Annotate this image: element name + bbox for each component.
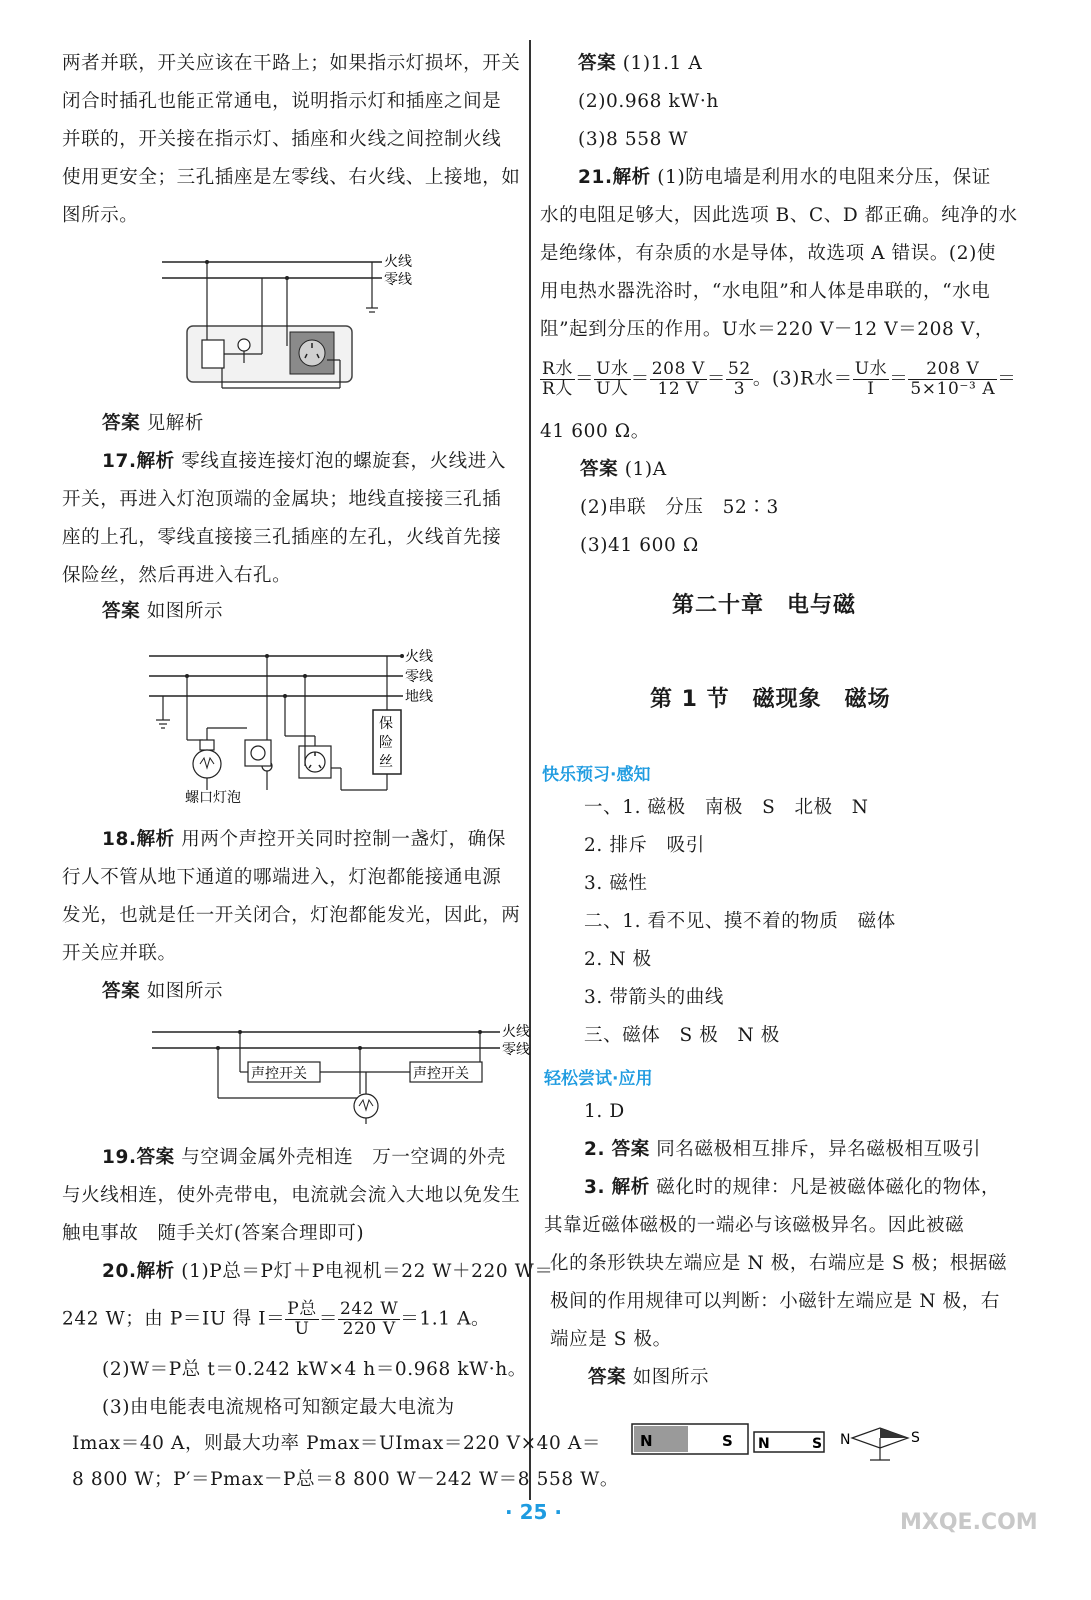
fig17-ground-label: 地线: [405, 689, 433, 705]
fig16-live-label: 火线: [384, 254, 412, 270]
fig17-live-label: 火线: [405, 649, 433, 665]
figure-16-circuit: [162, 248, 442, 398]
iron-s-label: S: [812, 1436, 823, 1452]
fig18-neutral-label: 零线: [502, 1042, 530, 1058]
needle-n-label: N: [840, 1432, 851, 1448]
preview-heading: 快乐预习·感知: [542, 765, 651, 785]
figure-18-circuit: [140, 1020, 540, 1130]
page-number: · 25 ·: [505, 1500, 562, 1524]
fig16-neutral-label: 零线: [384, 272, 412, 288]
figure-magnet: [630, 1418, 930, 1468]
q20-answer: 答案 (1)1.1 A: [578, 53, 703, 74]
q17-text-line: 保险丝，然后再进入右孔。: [62, 565, 292, 586]
q17-text-line: 座的上孔，零线直接接三孔插座的左孔，火线首先接: [62, 527, 502, 548]
q16-text-line: 并联的，开关接在指示灯、插座和火线之间控制火线: [62, 129, 502, 150]
q19-answer: 19.答案 与空调金属外壳相连 万一空调的外壳: [102, 1147, 506, 1168]
try-text-line: 极间的作用规律可以判断：小磁针左端应是 N 极，右: [550, 1291, 1000, 1312]
try-item: 1. D: [584, 1101, 625, 1122]
fraction: U水 I: [854, 359, 888, 399]
fraction: $\frac{208 V}{12 V}$: [651, 359, 705, 399]
needle-s-label: S: [911, 1430, 920, 1446]
q16-answer: 答案 见解析: [102, 413, 204, 434]
try-text-line: 其靠近磁体磁极的一端必与该磁极异名。因此被磁: [544, 1215, 965, 1236]
fraction: R水 R人: [542, 359, 573, 399]
fig18-switch-label: 声控开关: [251, 1066, 307, 1082]
try-heading: 轻松尝试·应用: [544, 1069, 653, 1089]
q21-text-line: 41 600 Ω。: [540, 421, 650, 442]
q21-formula-line: R水 R人 ＝ U水 U人 ＝ $\frac{208 V}{12 V}$ ＝ $\frac{52}{3}$ 。(3)R水＝ U水 I ＝ $\frac{208 V}{\text{5×10⁻³ A}}$ ＝: [542, 359, 1017, 399]
q18-text-line: 发光，也就是任一开关闭合，灯泡都能发光，因此，两: [62, 905, 521, 926]
q19-text-line: 与火线相连，使外壳带电，电流就会流入大地以免发生: [62, 1185, 521, 1206]
try-item: 3. 解析 磁化时的规律：凡是被磁体磁化的物体，: [584, 1177, 1001, 1198]
try-text-line: 化的条形铁块左端应是 N 极，右端应是 S 极；根据磁: [550, 1253, 1008, 1274]
fig17-bulb-label: 螺口灯泡: [185, 790, 241, 806]
magnet-s-label: S: [722, 1432, 733, 1450]
fig17-neutral-label: 零线: [405, 669, 433, 685]
watermark: MXQE.COM: [900, 1510, 1038, 1535]
q16-text-line: 图所示。: [62, 205, 139, 226]
chapter-title: 第二十章 电与磁: [672, 593, 857, 618]
q20-answer-line: (2)0.968 kW·h: [578, 91, 719, 112]
fraction: P总 U: [287, 1299, 317, 1339]
q21-text-line: 是绝缘体，有杂质的水是导体，故选项 A 错误。(2)使: [540, 243, 997, 264]
q20-text-line: Imax＝40 A，则最大功率 Pmax＝UImax＝220 V×40 A＝: [72, 1433, 601, 1454]
q16-text-line: 使用更安全；三孔插座是左零线、右火线、上接地，如: [62, 167, 521, 188]
fraction: U水 U人: [596, 359, 629, 399]
q18-analysis: 18.解析 用两个声控开关同时控制一盏灯，确保: [102, 829, 506, 850]
preview-item: 一、1. 磁极 南极 S 北极 N: [584, 797, 869, 818]
q20-analysis: 20.解析 (1)P总＝P灯＋P电视机＝22 W＋220 W＝: [102, 1261, 554, 1282]
fig17-fuse-label: 险: [379, 735, 393, 751]
q20-formula-line: 242 W；由 P＝IU 得 I＝ P总 U ＝ $\frac{242 W}{220 V}$ ＝1.1 A。: [62, 1299, 491, 1339]
q18-text-line: 开关应并联。: [62, 943, 177, 964]
preview-item: 2. 排斥 吸引: [584, 835, 705, 856]
fraction: $\frac{242 W}{220 V}$: [339, 1299, 399, 1339]
q18-answer: 答案 如图所示: [102, 981, 224, 1002]
preview-item: 二、1. 看不见、摸不着的物质 磁体: [584, 911, 896, 932]
preview-item: 3. 磁性: [584, 873, 648, 894]
fraction: $\frac{208 V}{\text{5×10⁻³ A}}$: [910, 359, 996, 399]
q21-text-line: 阻”起到分压的作用。U水＝220 V－12 V＝208 V，: [540, 319, 994, 340]
fig17-fuse-label: 丝: [379, 754, 393, 770]
q17-answer: 答案 如图所示: [102, 601, 224, 622]
fraction: $\frac{52}{3}$: [728, 359, 751, 399]
q21-text-line: 用电热水器洗浴时，“水电阻”和人体是串联的，“水电: [540, 281, 991, 302]
q20-text-line: 8 800 W；P′＝Pmax－P总＝8 800 W－242 W＝8 558 W。: [72, 1469, 619, 1490]
preview-item: 3. 带箭头的曲线: [584, 987, 724, 1008]
q16-text-line: 两者并联，开关应该在干路上；如果指示灯损坏，开关: [62, 53, 521, 74]
q17-text-line: 开关，再进入灯泡顶端的金属块；地线直接接三孔插: [62, 489, 502, 510]
try-item: 2. 答案 同名磁极相互排斥，异名磁极相互吸引: [584, 1139, 981, 1160]
q21-answer-line: (2)串联 分压 52∶3: [580, 497, 779, 518]
iron-n-label: N: [758, 1436, 770, 1452]
try-text-line: 端应是 S 极。: [550, 1329, 672, 1350]
q21-answer: 答案 (1)A: [580, 459, 667, 480]
section-title: 第 1 节 磁现象 磁场: [650, 687, 891, 712]
figure-17-circuit: [147, 640, 467, 810]
preview-item: 2. N 极: [584, 949, 652, 970]
q20-answer-line: (3)8 558 W: [578, 129, 689, 150]
q16-text-line: 闭合时插孔也能正常通电，说明指示灯和插座之间是: [62, 91, 502, 112]
fig17-fuse-label: 保: [379, 716, 393, 732]
q21-analysis: 21.解析 (1)防电墙是利用水的电阻来分压，保证: [578, 167, 991, 188]
q18-text-line: 行人不管从地下通道的哪端进入，灯泡都能接通电源: [62, 867, 502, 888]
q20-text-line: (3)由电能表电流规格可知额定最大电流为: [102, 1397, 455, 1418]
q17-analysis: 17.解析 零线直接连接灯泡的螺旋套，火线进入: [102, 451, 506, 472]
q19-text-line: 触电事故 随手关灯(答案合理即可): [62, 1223, 365, 1244]
magnet-n-label: N: [640, 1432, 653, 1450]
q21-answer-line: (3)41 600 Ω: [580, 535, 699, 556]
q21-text-line: 水的电阻足够大，因此选项 B、C、D 都正确。纯净的水: [540, 205, 1018, 226]
fig18-switch-label: 声控开关: [413, 1066, 469, 1082]
fig18-live-label: 火线: [502, 1024, 530, 1040]
q20-text-line: (2)W＝P总 t＝0.242 kW×4 h＝0.968 kW·h。: [102, 1359, 527, 1380]
preview-item: 三、磁体 S 极 N 极: [584, 1025, 780, 1046]
q3-answer: 答案 如图所示: [588, 1367, 710, 1388]
